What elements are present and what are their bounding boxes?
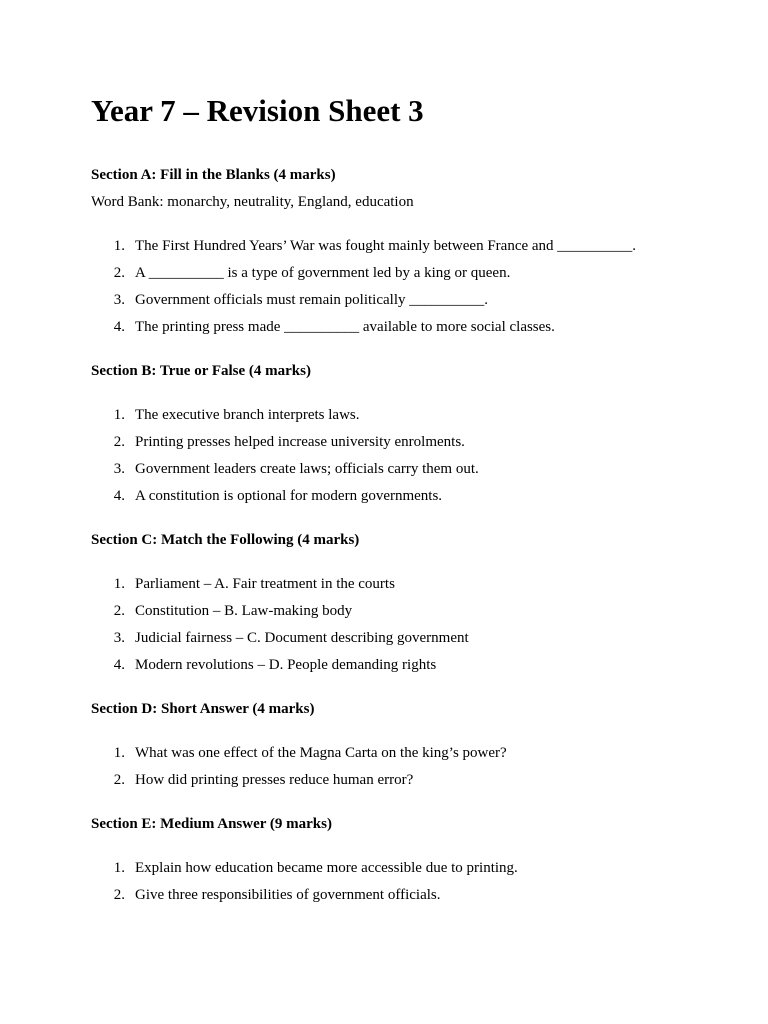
question-item bbox=[91, 432, 678, 452]
section-a bbox=[91, 165, 678, 337]
question-text: The First Hundred Years’ War was fought mainly between France and __________. bbox=[135, 238, 637, 254]
question-item bbox=[91, 459, 678, 479]
question-item bbox=[91, 236, 678, 256]
question-text: How did printing presses reduce human error? bbox=[135, 772, 414, 788]
question-item bbox=[91, 574, 678, 594]
question-number: 2. bbox=[113, 772, 125, 788]
question-text: Government officials must remain politically __________. bbox=[135, 292, 488, 308]
question-item bbox=[91, 885, 678, 905]
section-heading: Section A: Fill in the Blanks (4 marks) bbox=[91, 167, 336, 183]
section-d bbox=[91, 699, 678, 790]
question-list bbox=[91, 858, 678, 905]
question-item bbox=[91, 601, 678, 621]
question-text: A constitution is optional for modern governments. bbox=[135, 488, 443, 504]
question-number: 3. bbox=[113, 630, 125, 646]
question-number: 4. bbox=[113, 657, 125, 673]
section-heading: Section B: True or False (4 marks) bbox=[91, 363, 311, 379]
question-number: 2. bbox=[113, 434, 125, 450]
question-number: 1. bbox=[113, 745, 125, 761]
page-title: Year 7 – Revision Sheet 3 bbox=[91, 93, 424, 128]
question-item bbox=[91, 628, 678, 648]
question-text: Constitution – B. Law-making body bbox=[135, 603, 353, 619]
question-text: A __________ is a type of government led by a king or queen. bbox=[135, 265, 511, 281]
question-number: 1. bbox=[113, 238, 125, 254]
section-e bbox=[91, 814, 678, 905]
question-number: 2. bbox=[113, 887, 125, 903]
question-item bbox=[91, 405, 678, 425]
question-item bbox=[91, 263, 678, 283]
word-bank: Word Bank: monarchy, neutrality, England, education bbox=[91, 194, 414, 210]
question-list bbox=[91, 405, 678, 506]
question-number: 3. bbox=[113, 292, 125, 308]
question-text: Explain how education became more accessible due to printing. bbox=[135, 860, 518, 876]
question-text: Government leaders create laws; officials carry them out. bbox=[135, 461, 479, 477]
question-number: 1. bbox=[113, 407, 125, 423]
question-text: What was one effect of the Magna Carta on the king’s power? bbox=[135, 745, 507, 761]
question-item bbox=[91, 655, 678, 675]
question-number: 2. bbox=[113, 265, 125, 281]
question-list bbox=[91, 743, 678, 790]
question-item bbox=[91, 858, 678, 878]
question-list bbox=[91, 236, 678, 337]
question-text: The printing press made __________ available to more social classes. bbox=[135, 319, 555, 335]
question-number: 4. bbox=[113, 319, 125, 335]
question-text: Modern revolutions – D. People demanding rights bbox=[135, 657, 437, 673]
section-heading: Section E: Medium Answer (9 marks) bbox=[91, 816, 332, 832]
question-number: 1. bbox=[113, 860, 125, 876]
question-number: 3. bbox=[113, 461, 125, 477]
section-heading: Section C: Match the Following (4 marks) bbox=[91, 532, 360, 548]
question-item bbox=[91, 743, 678, 763]
question-item bbox=[91, 486, 678, 506]
question-item bbox=[91, 317, 678, 337]
question-number: 1. bbox=[113, 576, 125, 592]
section-c bbox=[91, 530, 678, 675]
question-number: 4. bbox=[113, 488, 125, 504]
question-item bbox=[91, 770, 678, 790]
section-b bbox=[91, 361, 678, 506]
question-number: 2. bbox=[113, 603, 125, 619]
section-heading: Section D: Short Answer (4 marks) bbox=[91, 701, 315, 717]
question-text: Printing presses helped increase university enrolments. bbox=[135, 434, 465, 450]
question-item bbox=[91, 290, 678, 310]
question-text: The executive branch interprets laws. bbox=[135, 407, 360, 423]
question-text: Give three responsibilities of government officials. bbox=[135, 887, 441, 903]
question-text: Judicial fairness – C. Document describing government bbox=[135, 630, 469, 646]
question-text: Parliament – A. Fair treatment in the courts bbox=[135, 576, 395, 592]
question-list bbox=[91, 574, 678, 675]
